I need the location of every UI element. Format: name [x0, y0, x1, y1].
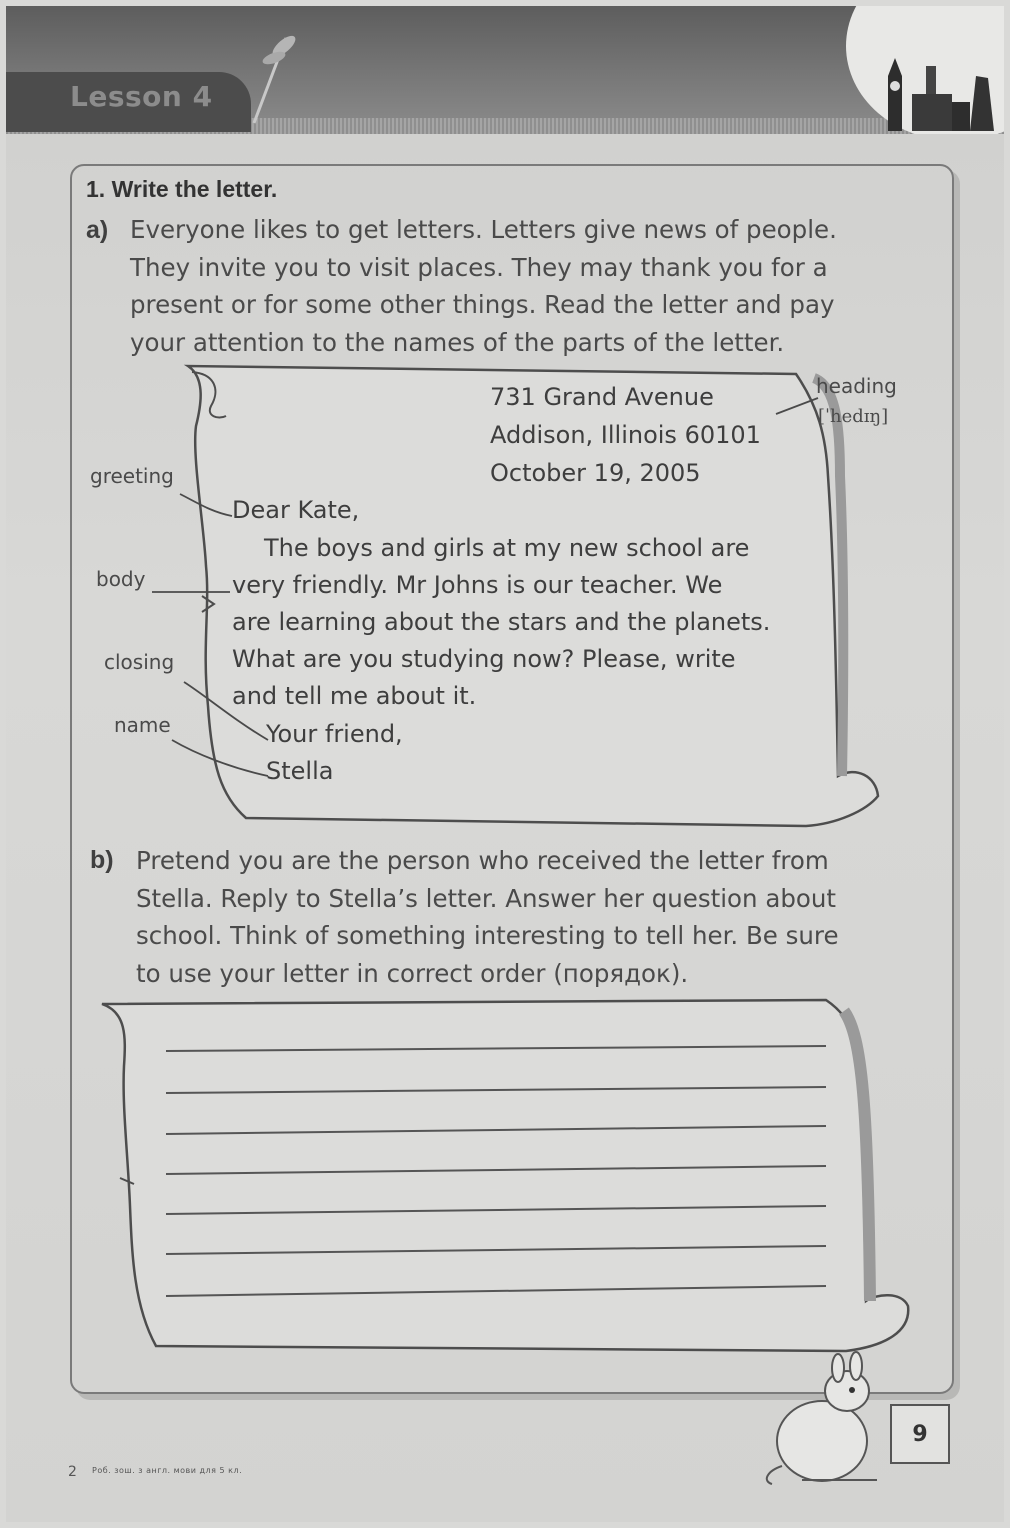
part-b-line: school. Think of something interesting to tell her. Be sure — [136, 921, 839, 950]
letter-body-line: What are you studying now? Please, write — [232, 645, 736, 673]
letter-name: Stella — [266, 757, 334, 785]
lesson-label: Lesson 4 — [70, 80, 213, 113]
letter-heading-line: October 19, 2005 — [490, 459, 701, 487]
letter-heading-line: 731 Grand Avenue — [490, 383, 714, 411]
kangaroo-mascot-icon — [762, 1346, 892, 1486]
label-name: name — [114, 713, 171, 737]
footer-caption: Роб. зош. з англ. мови для 5 кл. — [92, 1466, 243, 1475]
part-a-line: Everyone likes to get letters. Letters give news of people. — [130, 215, 837, 244]
workbook-page — [6, 6, 1004, 1522]
letter-closing: Your friend, — [266, 720, 403, 748]
letter-body-line: and tell me about it. — [232, 682, 477, 710]
part-b-line: Pretend you are the person who received the letter from — [136, 846, 829, 875]
part-b-line: Stella. Reply to Stella’s letter. Answer her question about — [136, 883, 837, 913]
letter-heading-line: Addison, Illinois 60101 — [490, 421, 761, 449]
part-b-line: to use your letter in correct order (порядок). — [136, 958, 689, 988]
letter-scroll-art — [6, 6, 1004, 1522]
label-greeting: greeting — [90, 464, 174, 488]
part-a-marker: a) — [86, 216, 109, 244]
letter-body-line: are learning about the stars and the planets. — [232, 608, 771, 636]
letter-body-line: The boys and girls at my new school are — [264, 534, 750, 562]
label-heading-transcription: [ˈhedɪŋ] — [818, 406, 889, 427]
letter-greeting: Dear Kate, — [232, 496, 360, 524]
part-b-instructions — [136, 842, 916, 992]
part-a-line: present or for some other things. Read the letter and pay — [130, 290, 835, 319]
page-number: 9 — [890, 1404, 950, 1464]
label-heading: heading — [816, 374, 897, 398]
exercise-title: 1. Write the letter. — [86, 176, 278, 202]
letter-body-line: very friendly. Mr Johns is our teacher. We — [232, 571, 723, 599]
footer-mark: 2 — [68, 1464, 77, 1480]
part-b-marker: b) — [90, 846, 114, 874]
label-body: body — [96, 567, 146, 591]
label-closing: closing — [104, 650, 175, 674]
part-a-line: your attention to the names of the parts of the letter. — [130, 327, 785, 357]
part-a-line: They invite you to visit places. They may thank you for a — [130, 252, 828, 282]
